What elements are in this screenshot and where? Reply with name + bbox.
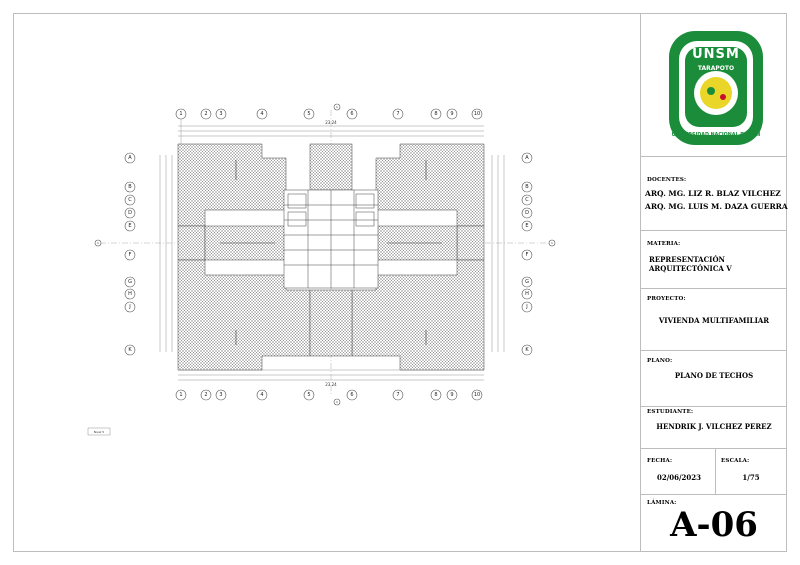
svg-text:E: E: [525, 223, 529, 229]
left-grid-bubbles: [95, 153, 135, 355]
svg-text:8: 8: [434, 392, 438, 398]
svg-text:1: 1: [336, 400, 338, 404]
sheet-number: A-06: [670, 505, 758, 545]
logo-city: TARAPOTO: [697, 65, 735, 72]
lamina-label: LÁMINA:: [647, 500, 677, 506]
fecha-escala-cell: [641, 449, 787, 495]
proyecto-cell: [641, 289, 787, 351]
plano-label: PLANO:: [647, 358, 673, 364]
svg-text:7: 7: [396, 392, 400, 398]
svg-text:3: 3: [219, 111, 223, 117]
svg-text:6: 6: [350, 111, 354, 117]
svg-text:D: D: [525, 210, 529, 216]
estudiante-value: HENDRIK J. VILCHEZ PEREZ: [656, 422, 772, 431]
proyecto-value: VIVIENDA MULTIFAMILIAR: [658, 316, 770, 325]
svg-text:2: 2: [204, 111, 208, 117]
estudiante-label: ESTUDIANTE:: [647, 409, 694, 415]
svg-text:A: A: [128, 155, 132, 161]
bottom-overall-dimension: 23.24: [325, 382, 337, 387]
estudiante-cell: [641, 407, 787, 449]
materia-line-1: REPRESENTACIÓN: [649, 255, 725, 264]
right-grid-bubbles: [522, 153, 555, 355]
fecha-escala-divider: [715, 449, 716, 495]
docente-1: ARQ. MG. LIZ R. BLAZ VILCHEZ: [645, 189, 781, 198]
svg-text:3: 3: [219, 392, 223, 398]
svg-text:8: 8: [434, 111, 438, 117]
materia-line-2: ARQUITECTÓNICA V: [649, 264, 732, 273]
docente-2: ARQ. MG. LUIS M. DAZA GUERRA: [645, 202, 788, 211]
svg-text:1: 1: [179, 111, 183, 117]
svg-text:5: 5: [307, 392, 311, 398]
svg-text:9: 9: [450, 111, 454, 117]
svg-text:6: 6: [350, 392, 354, 398]
logo-university: UNIVERSIDAD NACIONAL DE SAN MARTIN: [671, 133, 761, 143]
svg-text:10: 10: [473, 111, 481, 117]
svg-text:H: H: [128, 291, 132, 297]
title-block: [640, 13, 787, 552]
svg-text:2: 2: [204, 392, 208, 398]
fecha-label: FECHA:: [647, 458, 673, 464]
svg-text:B: B: [525, 184, 529, 190]
svg-text:10: 10: [473, 392, 481, 398]
svg-text:1: 1: [336, 105, 338, 109]
svg-text:J: J: [129, 304, 131, 310]
svg-text:J: J: [526, 304, 528, 310]
svg-text:1: 1: [179, 392, 183, 398]
plano-cell: [641, 351, 787, 407]
docentes-label: DOCENTES:: [647, 177, 687, 183]
svg-text:1: 1: [551, 241, 553, 245]
escala-label: ESCALA:: [721, 458, 750, 464]
svg-text:Nivel 5: Nivel 5: [93, 430, 105, 434]
escala-value: 1/75: [742, 473, 760, 482]
materia-cell: [641, 231, 787, 289]
svg-text:F: F: [525, 252, 529, 258]
svg-text:G: G: [525, 279, 529, 285]
svg-text:H: H: [525, 291, 529, 297]
bottom-grid-bubbles: [176, 390, 482, 405]
svg-text:G: G: [128, 279, 132, 285]
svg-text:K: K: [525, 347, 529, 353]
materia-label: MATERIA:: [647, 241, 681, 247]
svg-text:F: F: [128, 252, 132, 258]
svg-text:5: 5: [307, 111, 311, 117]
svg-text:C: C: [128, 197, 132, 203]
svg-text:9: 9: [450, 392, 454, 398]
level-legend: [88, 428, 110, 435]
svg-text:4: 4: [260, 392, 264, 398]
svg-text:E: E: [128, 223, 132, 229]
docentes-cell: [641, 157, 787, 231]
svg-text:K: K: [128, 347, 132, 353]
svg-text:A: A: [525, 155, 529, 161]
svg-text:D: D: [128, 210, 132, 216]
fecha-value: 02/06/2023: [656, 473, 702, 482]
top-overall-dimension: 23.24: [325, 120, 337, 125]
svg-text:1: 1: [97, 241, 99, 245]
svg-text:C: C: [525, 197, 529, 203]
svg-text:4: 4: [260, 111, 264, 117]
logo-cell: [641, 13, 787, 157]
svg-text:B: B: [128, 184, 132, 190]
logo-acronym: UNSM: [692, 47, 740, 62]
plano-value: PLANO DE TECHOS: [674, 371, 754, 380]
proyecto-label: PROYECTO:: [647, 296, 686, 302]
svg-text:7: 7: [396, 111, 400, 117]
